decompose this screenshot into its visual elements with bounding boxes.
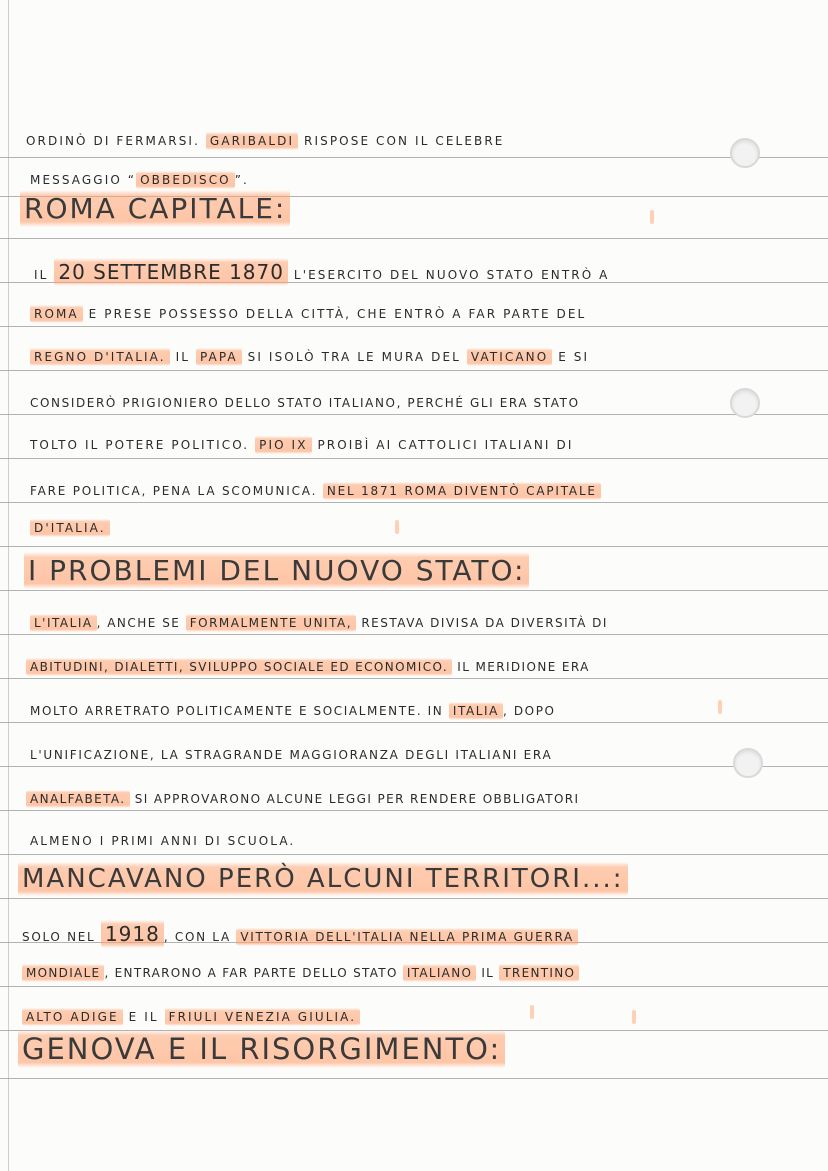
note-line	[30, 748, 552, 762]
heading-text: MANCAVANO PERÒ ALCUNI TERRITORI...:	[18, 862, 628, 896]
heading-text: I PROBLEMI DEL NUOVO STATO:	[24, 552, 529, 589]
ruled-line	[0, 326, 828, 327]
note-line	[30, 704, 556, 718]
section-heading	[18, 1032, 505, 1066]
highlighted-text: ITALIA	[449, 702, 503, 720]
text-run: E SI	[558, 350, 590, 364]
text-run: MOLTO ARRETRATO POLITICAMENTE E SOCIALMENTE.	[30, 704, 423, 718]
text-run: PROIBÌ AI CATTOLICI ITALIANI DI	[317, 438, 574, 452]
text-run: RESTAVA DIVISA DA DIVERSITÀ DI	[361, 616, 608, 630]
highlighted-text: 1918	[101, 920, 164, 948]
text-run: , DOPO	[503, 704, 556, 718]
text-run: , ENTRARONO A FAR PARTE DELLO STATO	[104, 966, 398, 980]
highlighted-text: FRIULI VENEZIA GIULIA.	[165, 1008, 361, 1026]
highlighter-mark	[632, 1010, 636, 1024]
note-line	[26, 134, 504, 148]
highlighted-text: VITTORIA DELL'ITALIA NELLA PRIMA GUERRA	[236, 928, 578, 946]
text-run: IN	[427, 704, 444, 718]
text-run: IL MERIDIONE ERA	[457, 660, 590, 674]
highlighted-text: MONDIALE	[22, 964, 104, 982]
highlighted-text: L'ITALIA	[30, 614, 97, 632]
text-run: IL	[175, 350, 191, 364]
ruled-line	[0, 546, 828, 547]
text-run: SOLO NEL	[22, 930, 96, 944]
ruled-line	[0, 722, 828, 723]
highlighted-text: NEL 1871 ROMA DIVENTÒ CAPITALE	[323, 482, 601, 500]
highlighted-text: PAPA	[196, 348, 242, 366]
highlighter-mark	[395, 520, 399, 534]
text-run: MESSAGGIO “	[30, 173, 137, 187]
ruled-line	[0, 854, 828, 855]
ruled-line	[0, 414, 828, 415]
highlighted-text: TRENTINO	[499, 964, 579, 982]
text-run: E IL	[128, 1010, 159, 1024]
note-line	[34, 260, 609, 284]
ruled-line	[0, 766, 828, 767]
ruled-line	[0, 157, 828, 158]
margin-line	[8, 0, 9, 1171]
note-line	[26, 792, 579, 806]
note-line	[22, 966, 579, 980]
highlighted-text: 20 SETTEMBRE 1870	[54, 258, 288, 286]
note-line	[30, 834, 295, 848]
text-run: E PRESE POSSESSO DELLA CITTÀ, CHE ENTRÒ A FAR PARTE DEL	[88, 307, 587, 321]
text-run: ALMENO I PRIMI ANNI DI SCUOLA.	[30, 834, 296, 848]
section-heading	[20, 192, 290, 225]
punch-hole	[733, 748, 763, 778]
text-run: IL	[481, 966, 495, 980]
highlighted-text: ROMA	[30, 305, 83, 323]
text-run: FARE POLITICA, PENA LA SCOMUNICA.	[30, 484, 318, 498]
ruled-line	[0, 238, 828, 239]
section-heading	[24, 554, 529, 587]
note-line	[30, 438, 573, 452]
text-run: , CON LA	[163, 930, 231, 944]
ruled-line	[0, 634, 828, 635]
text-run: SI APPROVARONO ALCUNE LEGGI PER RENDERE OBBLIGATORI	[134, 792, 580, 806]
text-run: L'UNIFICAZIONE, LA STRAGRANDE MAGGIORANZA DEGLI ITALIANI ERA	[30, 748, 553, 762]
heading-text: ROMA CAPITALE:	[20, 190, 290, 227]
note-line	[30, 396, 580, 410]
heading-text: GENOVA E IL RISORGIMENTO:	[18, 1030, 505, 1068]
text-run: CONSIDERÒ PRIGIONIERO DELLO STATO ITALIANO, PERCHÉ GLI ERA STATO	[30, 396, 580, 410]
text-run: RISPOSE CON IL CELEBRE	[304, 134, 505, 148]
highlighter-mark	[718, 700, 722, 714]
note-line	[30, 616, 608, 630]
highlighted-text: ALTO ADIGE	[22, 1008, 123, 1026]
highlighted-text: ANALFABETA.	[26, 790, 130, 808]
text-run: , ANCHE SE	[96, 616, 181, 630]
note-line	[30, 173, 249, 187]
note-line	[22, 922, 578, 946]
ruled-line	[0, 810, 828, 811]
ruled-line	[0, 370, 828, 371]
note-line	[22, 1010, 360, 1024]
ruled-line	[0, 590, 828, 591]
text-run: ORDINÒ DI FERMARSI.	[26, 134, 200, 148]
highlighter-mark	[530, 1005, 534, 1019]
note-line	[30, 350, 589, 364]
text-run: ”.	[234, 173, 249, 187]
highlighted-text: FORMALMENTE UNITA,	[186, 614, 356, 632]
highlighted-text: ITALIANO	[403, 964, 476, 982]
ruled-line	[0, 502, 828, 503]
highlighted-text: ABITUDINI, DIALETTI, SVILUPPO SOCIALE ED ECONOMICO.	[26, 658, 452, 676]
text-run: SI ISOLÒ TRA LE MURA DEL	[247, 350, 461, 364]
text-run: IL	[34, 268, 49, 282]
ruled-line	[0, 898, 828, 899]
highlighted-text: VATICANO	[467, 348, 552, 366]
note-line	[30, 521, 110, 535]
text-run: L'ESERCITO DEL NUOVO STATO ENTRÒ A	[293, 268, 610, 282]
highlighted-text: GARIBALDI	[206, 132, 298, 150]
note-line	[30, 307, 586, 321]
note-line	[30, 484, 601, 498]
ruled-line	[0, 986, 828, 987]
ruled-line	[0, 1078, 828, 1079]
punch-hole	[730, 388, 760, 418]
punch-hole	[730, 138, 760, 168]
highlighted-text: D'ITALIA.	[30, 519, 110, 537]
ruled-line	[0, 678, 828, 679]
note-line	[26, 660, 590, 674]
ruled-line	[0, 458, 828, 459]
highlighted-text: REGNO D'ITALIA.	[30, 348, 170, 366]
text-run: TOLTO IL POTERE POLITICO.	[30, 438, 250, 452]
highlighter-mark	[650, 210, 654, 224]
section-heading	[18, 864, 628, 894]
highlighted-text: PIO IX	[255, 436, 311, 454]
highlighted-text: OBBEDISCO	[136, 171, 235, 189]
